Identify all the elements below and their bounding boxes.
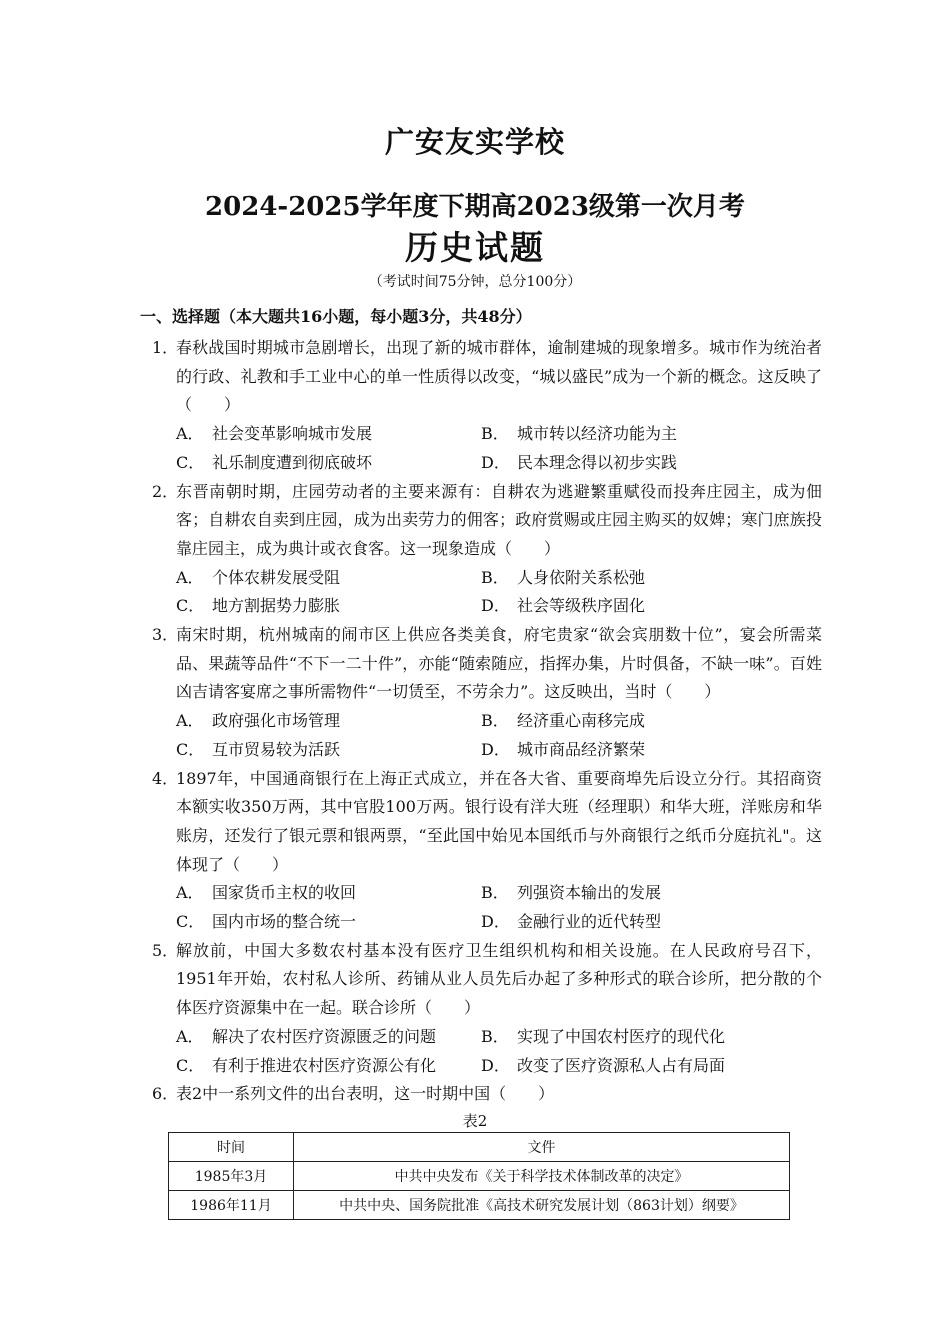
table-row bbox=[169, 1162, 790, 1191]
option-a: A． 个体农耕发展受阻 bbox=[176, 567, 341, 587]
table-caption: 表2 bbox=[462, 1112, 488, 1130]
option-d: D． 城市商品经济繁荣 bbox=[481, 739, 646, 759]
table-header-cell: 文件 bbox=[294, 1133, 790, 1162]
option-c: C． 礼乐制度遭到彻底破坏 bbox=[176, 452, 373, 472]
table-cell: 1986年11月 bbox=[169, 1191, 294, 1220]
table-header-row bbox=[169, 1133, 790, 1162]
option-a: A． 社会变革影响城市发展 bbox=[176, 424, 373, 444]
option-d: D． 社会等级秩序固化 bbox=[481, 596, 646, 616]
option-b: B． 实现了中国农村医疗的现代化 bbox=[481, 1026, 726, 1046]
question-stem: 表2中一系列文件的出台表明，这一时期中国（ ） bbox=[176, 1084, 555, 1104]
option-a: A． 政府强化市场管理 bbox=[176, 711, 341, 731]
question-number: 3． bbox=[152, 625, 179, 645]
option-c: C． 有利于推进农村医疗资源公有化 bbox=[176, 1055, 437, 1075]
question-2 bbox=[152, 478, 822, 622]
table-row bbox=[169, 1191, 790, 1220]
question-number: 4． bbox=[152, 768, 179, 788]
option-d: D． 改变了医疗资源私人占有局面 bbox=[481, 1055, 726, 1075]
question-number: 2． bbox=[152, 481, 179, 501]
question-stem: 南宋时期，杭州城南的闹市区上供应各类美食，府宅贵家“欲会宾朋数十位”，宴会所需菜品、果蔬等品件“不下一二十件”，亦能“随索随应，指挥办集，片时俱备，不缺一味”。百姓凶吉请客宴席之事所需物件“一切赁至，不劳余力”。这反映出，当时（ ） bbox=[176, 625, 822, 702]
question-number: 6． bbox=[152, 1084, 179, 1104]
option-a: A． 解决了农村医疗资源匮乏的问题 bbox=[176, 1026, 437, 1046]
option-d: D． 民本理念得以初步实践 bbox=[481, 452, 678, 472]
school-name: 广安友实学校 bbox=[384, 125, 565, 159]
option-b: B． 经济重心南移完成 bbox=[481, 711, 646, 731]
question-6 bbox=[152, 1080, 822, 1109]
table-cell: 1985年3月 bbox=[169, 1162, 294, 1191]
option-b: B． 城市转以经济功能为主 bbox=[481, 424, 678, 444]
option-c: C． 地方割据势力膨胀 bbox=[176, 596, 341, 616]
option-a: A． 国家货币主权的收回 bbox=[176, 883, 357, 903]
question-list bbox=[152, 334, 822, 1109]
question-3 bbox=[152, 621, 822, 765]
table-header-cell: 时间 bbox=[169, 1133, 294, 1162]
question-4 bbox=[152, 765, 822, 937]
question-5 bbox=[152, 937, 822, 1081]
subject-title: 历史试题 bbox=[405, 228, 545, 267]
question-stem: 1897年，中国通商银行在上海正式成立，并在各大省、重要商埠先后设立分行。其招商资本额实收350万两，其中官股100万两。银行设有洋大班（经理职）和华大班，洋账房和华账房，还发行了银元票和银两票，“至此国中始见本国纸币与外商银行之纸币分庭抗礼"。这体现了（ ） bbox=[176, 768, 822, 874]
option-b: B． 列强资本输出的发展 bbox=[481, 883, 662, 903]
question-stem: 春秋战国时期城市急剧增长，出现了新的城市群体，逾制建城的现象增多。城市作为统治者的行政、礼教和手工业中心的单一性质得以改变，“城以盛民”成为一个新的概念。这反映了（ ） bbox=[176, 338, 822, 415]
exam-title: 2024-2025学年度下期高2023级第一次月考 bbox=[205, 192, 745, 222]
question-stem: 解放前，中国大多数农村基本没有医疗卫生组织机构和相关设施。在人民政府号召下，1951年开始，农村私人诊所、药铺从业人员先后办起了多种形式的联合诊所，把分散的个体医疗资源集中在一起。联合诊所（ ） bbox=[176, 940, 822, 1018]
document-table bbox=[168, 1132, 790, 1220]
question-number: 5． bbox=[152, 940, 179, 960]
option-c: C． 互市贸易较为活跃 bbox=[176, 739, 341, 759]
table-cell: 中共中央、国务院批准《高技术研究发展计划（863计划）纲要》 bbox=[294, 1191, 790, 1220]
question-number: 1． bbox=[152, 338, 179, 357]
exam-info: （考试时间75分钟，总分100分） bbox=[368, 274, 582, 290]
option-d: D． 金融行业的近代转型 bbox=[481, 912, 662, 932]
table-cell: 中共中央发布《关于科学技术体制改革的决定》 bbox=[294, 1162, 790, 1191]
option-b: B． 人身依附关系松弛 bbox=[481, 567, 646, 587]
option-c: C． 国内市场的整合统一 bbox=[176, 912, 357, 932]
section-title: 一、选择题（本大题共16小题，每小题3分，共48分） bbox=[140, 307, 532, 326]
question-1 bbox=[152, 334, 822, 478]
question-stem: 东晋南朝时期，庄园劳动者的主要来源有：自耕农为逃避繁重赋役而投奔庄园主，成为佃客；自耕农自卖到庄园，成为出卖劳力的佣客；政府赏赐或庄园主购买的奴婢；寒门庶族投靠庄园主，成为典计或衣食客。这一现象造成（ ） bbox=[176, 481, 822, 558]
